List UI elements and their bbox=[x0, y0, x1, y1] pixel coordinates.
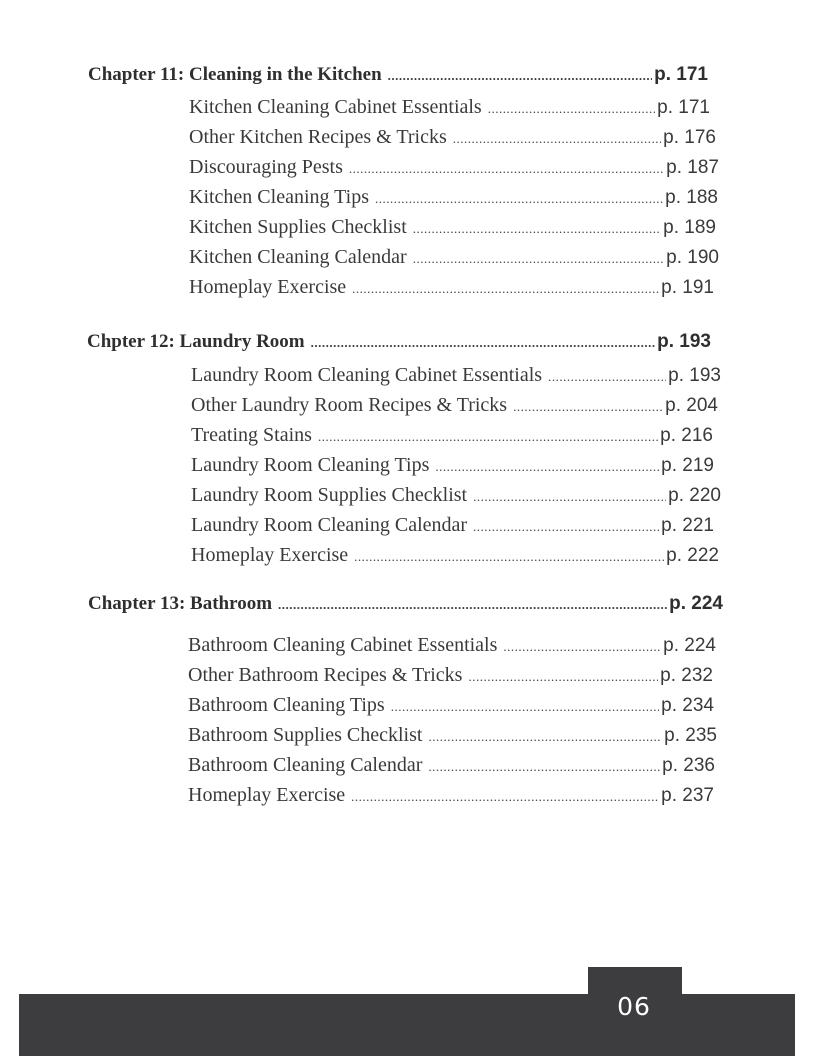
chapter-heading bbox=[88, 593, 723, 615]
dot-leader bbox=[468, 669, 658, 685]
entry-page: p. 237 bbox=[661, 785, 714, 806]
entry-page: p. 219 bbox=[661, 455, 714, 476]
toc-entry bbox=[191, 394, 718, 417]
dot-leader bbox=[388, 68, 652, 84]
toc-entry bbox=[189, 156, 719, 179]
entry-page: p. 188 bbox=[665, 187, 718, 208]
entry-title: Bathroom Cleaning Calendar bbox=[188, 754, 423, 776]
dot-leader bbox=[278, 597, 667, 613]
entry-page: p. 191 bbox=[661, 277, 714, 298]
toc-entry bbox=[191, 454, 714, 477]
chapter-heading bbox=[87, 331, 711, 353]
toc-entry bbox=[189, 246, 719, 269]
chapter-title: Chapter 13: Bathroom bbox=[88, 593, 273, 614]
toc-entry bbox=[188, 724, 717, 747]
chapter-title: Chpter 12: Laundry Room bbox=[87, 331, 305, 352]
chapter-page: p. 171 bbox=[654, 64, 708, 85]
dot-leader bbox=[488, 101, 655, 117]
toc-entry bbox=[188, 694, 714, 717]
entry-page: p. 190 bbox=[666, 247, 719, 268]
entry-title: Other Laundry Room Recipes & Tricks bbox=[191, 394, 508, 416]
toc-entry bbox=[189, 126, 716, 149]
dot-leader bbox=[435, 459, 659, 475]
entry-title: Laundry Room Cleaning Calendar bbox=[191, 514, 468, 536]
entry-page: p. 189 bbox=[663, 217, 716, 238]
toc-entry bbox=[191, 484, 721, 507]
entry-title: Homeplay Exercise bbox=[189, 276, 347, 298]
entry-page: p. 221 bbox=[661, 515, 714, 536]
toc-entry bbox=[191, 364, 721, 387]
entry-title: Bathroom Cleaning Cabinet Essentials bbox=[188, 634, 498, 656]
entry-page: p. 222 bbox=[666, 545, 719, 566]
entry-title: Bathroom Cleaning Tips bbox=[188, 694, 385, 716]
chapter-heading bbox=[88, 64, 708, 86]
dot-leader bbox=[391, 699, 659, 715]
dot-leader bbox=[548, 369, 666, 385]
dot-leader bbox=[413, 251, 664, 267]
entry-page: p. 236 bbox=[662, 755, 715, 776]
entry-title: Kitchen Cleaning Calendar bbox=[189, 246, 407, 268]
dot-leader bbox=[503, 639, 661, 655]
entry-title: Homeplay Exercise bbox=[191, 544, 349, 566]
dot-leader bbox=[473, 489, 666, 505]
entry-title: Kitchen Cleaning Tips bbox=[189, 186, 370, 208]
toc-entry bbox=[189, 186, 718, 209]
entry-page: p. 171 bbox=[657, 97, 710, 118]
entry-page: p. 216 bbox=[660, 425, 713, 446]
entry-title: Laundry Room Cleaning Cabinet Essentials bbox=[191, 364, 543, 386]
entry-page: p. 232 bbox=[660, 665, 713, 686]
chapter-title: Chapter 11: Cleaning in the Kitchen bbox=[88, 64, 382, 85]
dot-leader bbox=[428, 729, 662, 745]
dot-leader bbox=[413, 221, 661, 237]
toc-entry bbox=[188, 634, 716, 657]
toc-entry bbox=[191, 514, 714, 537]
toc-entry bbox=[188, 754, 715, 777]
page-number: 06 bbox=[617, 992, 651, 1021]
toc-entry bbox=[188, 664, 713, 687]
dot-leader bbox=[354, 549, 664, 565]
dot-leader bbox=[375, 191, 663, 207]
toc-entry bbox=[189, 216, 716, 239]
entry-page: p. 224 bbox=[663, 635, 716, 656]
entry-page: p. 234 bbox=[661, 695, 714, 716]
dot-leader bbox=[352, 281, 659, 297]
toc-entry bbox=[188, 784, 714, 807]
chapter-page: p. 193 bbox=[657, 331, 711, 352]
entry-title: Treating Stains bbox=[191, 424, 312, 446]
toc-entry bbox=[191, 544, 719, 567]
entry-title: Kitchen Cleaning Cabinet Essentials bbox=[189, 96, 482, 118]
dot-leader bbox=[349, 161, 664, 177]
entry-title: Other Kitchen Recipes & Tricks bbox=[189, 126, 447, 148]
entry-title: Laundry Room Supplies Checklist bbox=[191, 484, 468, 506]
entry-page: p. 204 bbox=[665, 395, 718, 416]
entry-title: Other Bathroom Recipes & Tricks bbox=[188, 664, 463, 686]
toc-entry bbox=[189, 276, 714, 299]
entry-title: Kitchen Supplies Checklist bbox=[189, 216, 407, 238]
entry-title: Homeplay Exercise bbox=[188, 784, 346, 806]
dot-leader bbox=[513, 399, 663, 415]
dot-leader bbox=[473, 519, 659, 535]
entry-page: p. 193 bbox=[668, 365, 721, 386]
dot-leader bbox=[311, 335, 655, 351]
dot-leader bbox=[453, 131, 661, 147]
entry-title: Bathroom Supplies Checklist bbox=[188, 724, 423, 746]
dot-leader bbox=[428, 759, 660, 775]
dot-leader bbox=[318, 429, 658, 445]
entry-page: p. 235 bbox=[664, 725, 717, 746]
chapter-page: p. 224 bbox=[669, 593, 723, 614]
entry-title: Laundry Room Cleaning Tips bbox=[191, 454, 430, 476]
dot-leader bbox=[351, 789, 659, 805]
entry-page: p. 187 bbox=[666, 157, 719, 178]
toc-entry bbox=[191, 424, 713, 447]
entry-title: Discouraging Pests bbox=[189, 156, 343, 178]
toc-entry bbox=[189, 96, 710, 119]
entry-page: p. 176 bbox=[663, 127, 716, 148]
entry-page: p. 220 bbox=[668, 485, 721, 506]
